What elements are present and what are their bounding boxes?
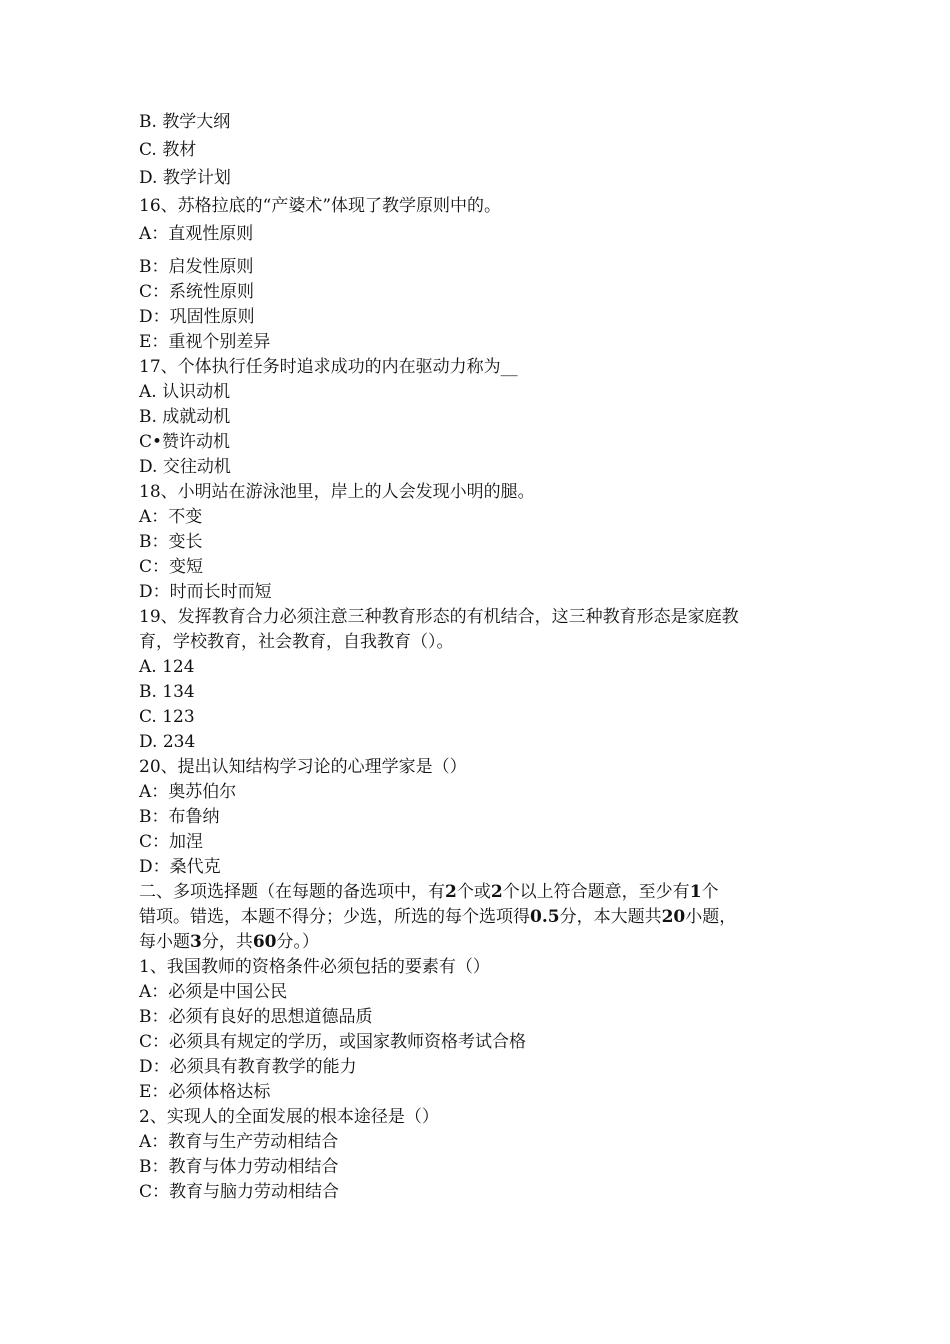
option-line: C. 123: [139, 707, 195, 727]
section-heading-line: 错项。错选，本题不得分；少选，所选的每个选项得0.5分，本大题共20小题，: [139, 907, 737, 927]
option-line: B：变长: [139, 532, 203, 552]
option-line: B. 成就动机: [139, 407, 231, 427]
option-line: C：必须具有规定的学历，或国家教师资格考试合格: [139, 1032, 527, 1052]
option-line: B. 134: [139, 682, 195, 702]
option-line: C. 教材: [139, 140, 197, 160]
option-line: D. 交往动机: [139, 457, 231, 477]
option-line: A：不变: [139, 507, 203, 527]
question-line: 1、我国教师的资格条件必须包括的要素有（）: [139, 957, 490, 977]
option-line: E：重视个别差异: [139, 332, 271, 352]
option-line: D：时而长时而短: [139, 582, 272, 602]
option-line: D. 教学计划: [139, 168, 231, 188]
option-line: A：必须是中国公民: [139, 982, 288, 1002]
question-line: 20、提出认知结构学习论的心理学家是（）: [139, 757, 467, 777]
option-line: C：变短: [139, 557, 204, 577]
option-line: D：巩固性原则: [139, 307, 255, 327]
section-heading-line: 每小题3分，共60分。）: [139, 932, 320, 952]
option-line: C•赞许动机: [139, 432, 231, 452]
option-line: D：必须具有教育教学的能力: [139, 1057, 357, 1077]
option-line: E：必须体格达标: [139, 1082, 271, 1102]
question-line: 19、发挥教育合力必须注意三种教育形态的有机结合，这三种教育形态是家庭教: [139, 607, 739, 627]
question-line: 18、小明站在游泳池里，岸上的人会发现小明的腿。: [139, 482, 535, 502]
section-heading-line: 二、多项选择题（在每题的备选项中，有2个或2个以上符合题意，至少有1个: [139, 882, 719, 902]
option-line: B：教育与体力劳动相结合: [139, 1157, 339, 1177]
question-line: 17、个体执行任务时追求成功的内在驱动力称为__: [139, 357, 518, 377]
question-line: 育，学校教育，社会教育，自我教育（）。: [139, 632, 454, 652]
option-line: B：布鲁纳: [139, 807, 220, 827]
option-line: A：直观性原则: [139, 224, 254, 244]
option-line: D. 234: [139, 732, 196, 752]
option-line: C：加涅: [139, 832, 204, 852]
option-line: B. 教学大纲: [139, 112, 231, 132]
option-line: C：教育与脑力劳动相结合: [139, 1182, 340, 1202]
option-line: A. 124: [139, 657, 195, 677]
option-line: C：系统性原则: [139, 282, 255, 302]
option-line: D：桑代克: [139, 857, 221, 877]
option-line: B：启发性原则: [139, 257, 254, 277]
option-line: A：奥苏伯尔: [139, 782, 237, 802]
option-line: A. 认识动机: [139, 382, 231, 402]
option-line: B：必须有良好的思想道德品质: [139, 1007, 373, 1027]
option-line: A：教育与生产劳动相结合: [139, 1132, 339, 1152]
question-line: 2、实现人的全面发展的根本途径是（）: [139, 1107, 439, 1127]
question-line: 16、苏格拉底的“产婆术”体现了教学原则中的。: [139, 196, 502, 216]
